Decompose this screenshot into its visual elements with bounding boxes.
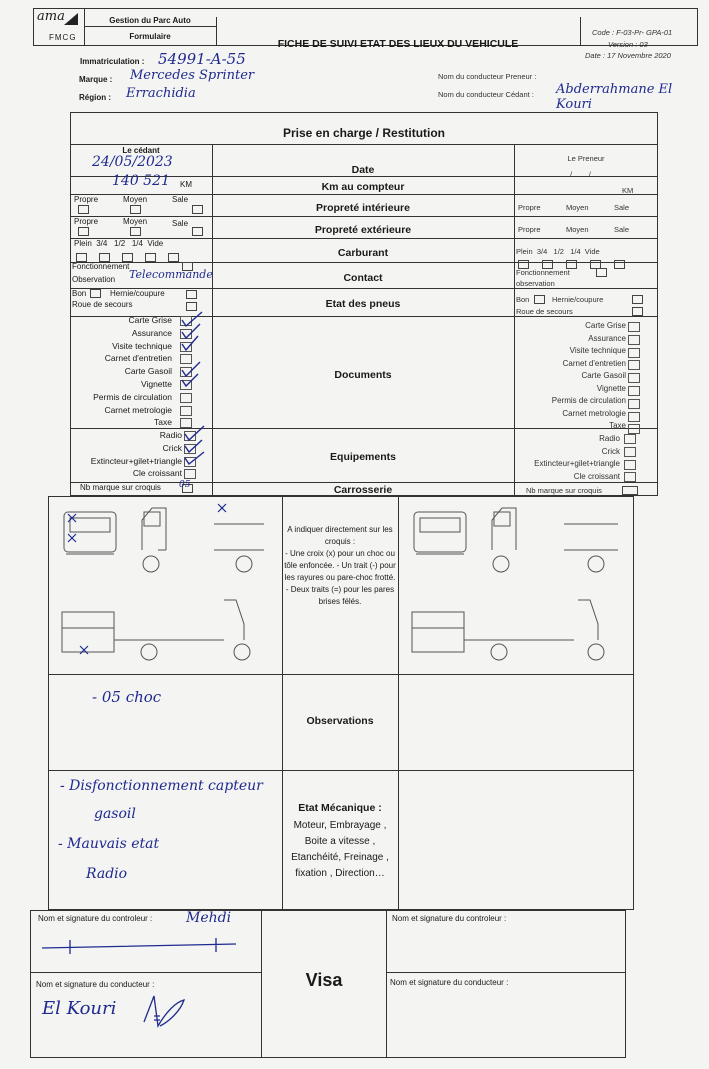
- row-documents-label: Documents: [334, 369, 392, 381]
- marque-value: Mercedes Sprinter: [130, 68, 255, 83]
- region-value: Errachidia: [126, 86, 196, 101]
- region-label: Région :: [79, 93, 111, 102]
- preneur-equip-list: [516, 433, 620, 483]
- logo-mark-icon: [63, 12, 79, 26]
- doc-item: Carte Gasoil: [581, 371, 626, 380]
- equip-item: Cle croissant: [573, 471, 620, 481]
- equip-item: Radio: [599, 434, 620, 443]
- etat-text: Moteur, Embrayage , Boite a vitesse , Etanchéité, Freinage , fixation , Direction…: [291, 820, 389, 879]
- logo-subtext: FMCG: [49, 33, 77, 42]
- conducteur-signature-icon: [140, 992, 190, 1032]
- instruction-line: - Une croix (x) pour un choc ou tôle enfoncée. - Un trait (-) pour les rayures ou pare-choc frotté.: [284, 549, 396, 582]
- cedant-int-propre: Propre: [74, 195, 99, 204]
- controleur-value: Mehdi: [186, 910, 232, 926]
- conducteur-value: El Kouri: [42, 998, 117, 1019]
- vehicle-sketch-left: [54, 500, 276, 670]
- observations-label: Observations: [306, 715, 374, 727]
- cedant-pneu-bon: Bon: [72, 289, 87, 298]
- cedant-value: Abderrahmane El Kouri: [556, 82, 673, 112]
- preneur-ext-moyen: Moyen: [566, 225, 589, 234]
- logo-text: ama: [37, 9, 65, 24]
- fuel-checkbox[interactable]: [168, 253, 179, 262]
- cedant-bon-checkbox[interactable]: [90, 289, 101, 298]
- equip-item: Extincteur+gilet+triangle: [534, 459, 620, 468]
- cedant-ext-propre: Propre: [74, 217, 99, 226]
- controleur-label-left: Nom et signature du controleur :: [38, 914, 153, 923]
- fuel-checkbox[interactable]: [122, 253, 133, 262]
- cedant-int-moyen-checkbox[interactable]: [130, 205, 141, 214]
- row-km-label: Km au compteur: [321, 181, 405, 193]
- doc-item: Permis de circulation: [93, 391, 172, 402]
- cedant-ext-propre-checkbox[interactable]: [78, 227, 89, 236]
- cedant-int-moyen: Moyen: [123, 195, 148, 204]
- preneur-fuel-levels: Plein 3/4 1/2 1/4 Vide: [516, 247, 600, 256]
- cedant-equip-list: [72, 429, 182, 480]
- equip-item: Extincteur+gilet+triangle: [90, 455, 182, 466]
- table-title: Prise en charge / Restitution: [282, 126, 446, 140]
- row-pneus-label: Etat des pneus: [325, 298, 401, 310]
- marque-label: Marque :: [79, 75, 113, 84]
- equip-item: Crick: [162, 442, 182, 453]
- preneur-roue-checkbox[interactable]: [632, 307, 643, 316]
- doc-item: Carnet d'entretien: [562, 358, 626, 368]
- cedant-km-unit: KM: [180, 180, 192, 189]
- row-date-label: Date: [351, 164, 375, 176]
- company-logo: [35, 9, 83, 45]
- doc-item: Vignette: [596, 383, 626, 393]
- equip-item: Radio: [159, 430, 182, 440]
- doc-item: Permis de circulation: [551, 396, 626, 405]
- row-carburant-label: Carburant: [337, 247, 389, 259]
- formulaire-label: Formulaire: [129, 32, 171, 41]
- preneur-int-moyen: Moyen: [566, 203, 589, 212]
- preneur-int-propre: Propre: [518, 203, 541, 212]
- immatriculation-value: 54991-A-55: [158, 50, 246, 68]
- doc-item: Visite technique: [112, 340, 172, 351]
- preneur-pneu-bon: Bon: [516, 295, 530, 304]
- preneur-bon-checkbox[interactable]: [534, 295, 545, 304]
- etat-left-line3: - Mauvais etat: [58, 836, 160, 852]
- cedant-label: Nom du conducteur Cédant :: [438, 90, 534, 99]
- cedant-nb-marque: Nb marque sur croquis: [80, 483, 161, 492]
- doc-item: Carte Gasoil: [124, 366, 172, 377]
- equip-item: Crick: [601, 446, 620, 456]
- doc-item: Assurance: [131, 327, 172, 338]
- cedant-roue-checkbox[interactable]: [186, 302, 197, 311]
- doc-item: Vignette: [140, 378, 172, 389]
- cedant-int-propre-checkbox[interactable]: [78, 205, 89, 214]
- instruction-line: - Deux traits (=) pour les pares brises félés.: [285, 585, 395, 606]
- preneur-ext-sale: Sale: [614, 225, 630, 234]
- row-carrosserie-label: Carrosserie: [333, 484, 393, 496]
- row-contact-label: Contact: [343, 272, 383, 284]
- doc-item: Carnet metrologie: [562, 408, 626, 418]
- cedant-fuel-levels: Plein 3/4 1/2 1/4 Vide: [74, 239, 164, 248]
- cedant-fonctionnement: Fonctionnement: [72, 262, 130, 271]
- doc-item: Carte Grise: [128, 315, 172, 325]
- preneur-hernie-checkbox[interactable]: [632, 295, 643, 304]
- doc-item: Taxe: [154, 417, 172, 428]
- etat-left-line2: gasoil: [94, 806, 136, 822]
- etat-left-line4: Radio: [86, 866, 128, 882]
- cedant-date-value: 24/05/2023: [92, 154, 173, 170]
- fuel-checkbox[interactable]: [614, 260, 625, 269]
- preneur-km-unit: KM: [622, 186, 634, 195]
- instruction-line: A indiquer directement sur les croquis :: [287, 525, 393, 546]
- preneur-equip-checkboxes[interactable]: [624, 434, 636, 485]
- cedant-ext-sale-checkbox[interactable]: [192, 227, 203, 236]
- cedant-ext-moyen-checkbox[interactable]: [130, 227, 141, 236]
- conducteur-label-left: Nom et signature du conducteur :: [36, 980, 155, 989]
- preneur-head: Le Preneur: [567, 154, 605, 163]
- doc-item: Assurance: [588, 333, 626, 343]
- preneur-observation: observation: [516, 279, 555, 288]
- checkmarks-docs-icon: [178, 314, 208, 394]
- croquis-instructions: [284, 524, 396, 608]
- etat-label: Etat Mécanique :: [298, 802, 382, 814]
- cedant-observation-value: Telecommande: [129, 268, 213, 281]
- preneur-doc-list: [520, 320, 626, 433]
- preneur-fonctionnement-checkbox[interactable]: [596, 268, 607, 277]
- doc-date: Date : 17 Novembre 2020: [585, 51, 671, 60]
- doc-code: Code : F-03-Pr- GPA-01: [592, 28, 673, 37]
- cedant-km-value: 140 521: [112, 173, 170, 189]
- fuel-checkbox[interactable]: [76, 253, 87, 262]
- cedant-nb-marque-value: 05: [179, 480, 191, 490]
- vehicle-sketch-right: [404, 500, 630, 670]
- preneur-fonctionnement: Fonctionnement: [516, 268, 570, 277]
- preneur-nb-marque-box[interactable]: [622, 486, 638, 495]
- cedant-doc-list: [72, 314, 172, 429]
- parc-auto-label: Gestion du Parc Auto: [109, 16, 191, 25]
- row-prop-int-label: Propreté intérieure: [316, 202, 410, 214]
- preneur-label: Nom du conducteur Preneur :: [438, 72, 537, 81]
- cedant-roue-secours: Roue de secours: [72, 300, 133, 309]
- conducteur-label-right: Nom et signature du conducteur :: [390, 978, 509, 987]
- observations-left-value: - 05 choc: [92, 688, 162, 706]
- visa-label: Visa: [305, 970, 343, 990]
- cedant-head: Le cédant: [122, 146, 160, 155]
- controleur-label-right: Nom et signature du controleur :: [392, 914, 507, 923]
- cedant-int-sale-checkbox[interactable]: [192, 205, 203, 214]
- preneur-nb-marque: Nb marque sur croquis: [526, 486, 602, 495]
- preneur-pneu-hernie: Hernie/coupure: [552, 295, 604, 304]
- controleur-signature-icon: [40, 936, 240, 956]
- cedant-int-sale: Sale: [172, 195, 189, 204]
- page-title: FICHE DE SUIVI ETAT DES LIEUX DU VEHICULE: [277, 38, 519, 50]
- preneur-date-value: / /: [570, 170, 591, 179]
- cedant-ext-sale: Sale: [172, 219, 189, 228]
- doc-item: Carte Grise: [585, 321, 626, 330]
- cedant-hernie-checkbox[interactable]: [186, 290, 197, 299]
- checkmarks-equip-icon: [182, 428, 212, 468]
- preneur-int-sale: Sale: [614, 203, 630, 212]
- preneur-doc-checkboxes[interactable]: [628, 322, 640, 437]
- doc-item: Carnet d'entretien: [104, 353, 172, 364]
- fuel-checkbox[interactable]: [145, 253, 156, 262]
- cedant-ext-moyen: Moyen: [123, 217, 148, 226]
- preneur-roue-secours: Roue de secours: [516, 307, 573, 316]
- cedant-observation: Observation: [72, 275, 116, 284]
- row-prop-ext-label: Propreté extérieure: [314, 224, 412, 236]
- preneur-ext-propre: Propre: [518, 225, 541, 234]
- fuel-checkbox[interactable]: [99, 253, 110, 262]
- immatriculation-label: Immatriculation :: [80, 57, 145, 66]
- etat-left-line1: - Disfonctionnement capteur: [60, 778, 263, 794]
- doc-item: Carnet metrologie: [104, 404, 172, 415]
- doc-version: Version : 03: [608, 40, 648, 49]
- doc-item: Taxe: [609, 421, 626, 430]
- row-equipements-label: Equipements: [330, 451, 396, 463]
- equip-item: Cle croissant: [132, 468, 182, 479]
- cedant-pneu-hernie: Hernie/coupure: [110, 289, 165, 298]
- doc-item: Visite technique: [569, 346, 626, 355]
